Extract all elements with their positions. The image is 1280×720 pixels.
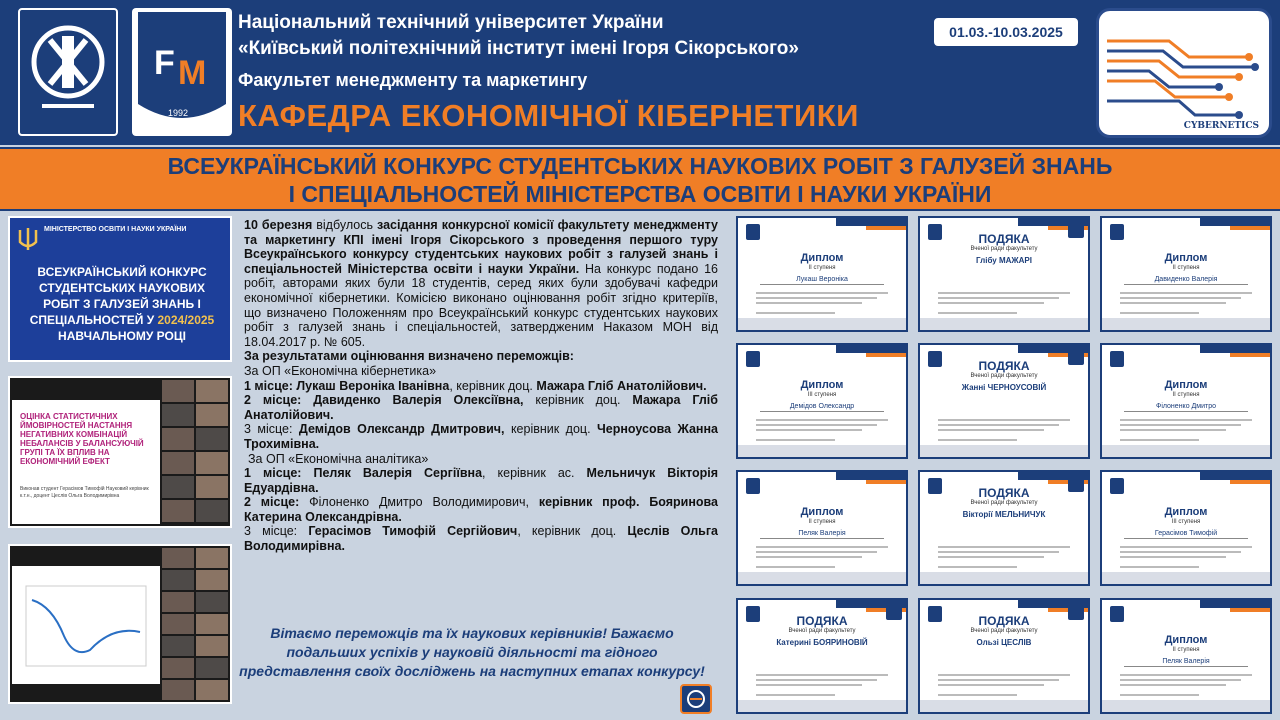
certificate-stripe — [1200, 600, 1270, 608]
certificate-title: Диплом — [800, 252, 844, 264]
certificate-stripe-accent — [1230, 608, 1270, 612]
certificate-footer-image — [738, 700, 906, 712]
certificate-stripe — [836, 218, 906, 226]
department-emblem-icon — [680, 684, 712, 714]
results-heading: За результатами оцінювання визначено переможців: — [244, 349, 574, 364]
presentation-chart-slide — [12, 566, 160, 684]
certificate-card — [1100, 470, 1272, 586]
certificate-subtitle: Вченої ради факультету — [970, 246, 1038, 252]
certificate-footer-image — [1102, 318, 1270, 330]
certificate-stripe-accent — [1230, 353, 1270, 357]
certificate-footer-image — [1102, 700, 1270, 712]
participant-video-grid-2 — [162, 548, 230, 700]
certificate-footer-image — [1102, 445, 1270, 457]
fmm-year: 1992 — [168, 108, 189, 118]
ministry-label: МІНІСТЕРСТВО ОСВІТИ І НАУКИ УКРАЇНИ — [44, 226, 187, 233]
certificate-card — [1100, 598, 1272, 714]
certificate-stripe — [836, 472, 906, 480]
faculty-name: Факультет менеджменту та маркетингу — [238, 70, 588, 90]
certificate-card — [736, 343, 908, 459]
certificate-body-lines — [756, 546, 888, 571]
certificate-title: Диплом — [1164, 252, 1208, 264]
announcement-text — [244, 218, 718, 554]
certificate-recipient: Ользі ЦЕСЛІВ — [976, 638, 1032, 647]
svg-text:F: F — [154, 44, 175, 82]
winner-2-op2: 2 місце: Філоненко Дмитро Володимирович, керівник проф. Бояринова Катерина Олександрівна. — [244, 495, 718, 524]
certificate-footer-image — [738, 318, 906, 330]
university-seal-icon — [1110, 606, 1124, 622]
certificate-title: ПОДЯКА — [978, 486, 1030, 500]
university-seal-icon — [746, 351, 760, 367]
kpi-logo — [18, 8, 118, 136]
university-seal-icon — [1110, 224, 1124, 240]
certificate-footer-image — [1102, 572, 1270, 584]
university-name-line1: Національний технічний університет України — [238, 12, 664, 33]
video-conference-screenshot — [8, 376, 232, 528]
certificate-footer-image — [738, 572, 906, 584]
certificate-body-lines — [756, 292, 888, 317]
winner-1-op2: 1 місце: Пеляк Валерія Сергіївна, керівник ас. Мельничук Вікторія Едуардівна. — [244, 466, 718, 495]
certificate-stripe-accent — [866, 226, 906, 230]
certificate-body-lines — [756, 674, 888, 699]
certificate-card — [1100, 216, 1272, 332]
presentation-chart-image — [12, 566, 160, 684]
certificate-stripe-accent — [1230, 480, 1270, 484]
certificate-body-lines — [1120, 292, 1252, 317]
presentation-slide — [12, 400, 160, 524]
presentation-author: Виконав студент Герасімов Тимофій Науковий керівник к.т.н., доцент Цеслів Ольга Володимирівна — [20, 486, 149, 499]
university-name-line2: «Київський політехнічний інститут імені Ігоря Сікорського» — [238, 38, 799, 59]
certificate-body-lines — [1120, 674, 1252, 699]
winner-3-op2: 3 місце: Герасімов Тимофій Сергійович, керівник доц. Цеслів Ольга Володимирівна. — [244, 524, 718, 554]
certificate-recipient: Герасімов Тимофій — [1124, 530, 1248, 539]
university-seal-icon — [746, 224, 760, 240]
participant-video-grid — [162, 380, 230, 522]
certificate-title: ПОДЯКА — [978, 614, 1030, 628]
certificate-subtitle: Вченої ради факультету — [970, 500, 1038, 506]
winner-1-op1: 1 місце: Лукаш Вероніка Іванівна, керівник доц. Мажара Гліб Анатолійович. — [244, 378, 707, 393]
certificate-footer-image — [920, 572, 1088, 584]
trident-icon — [16, 226, 40, 252]
certificate-subtitle: II ступеня — [1172, 647, 1200, 653]
certificate-recipient: Пеляк Валерія — [760, 530, 884, 539]
university-seal-icon — [746, 478, 760, 494]
certificate-stripe — [1200, 218, 1270, 226]
certificate-stripe — [1200, 345, 1270, 353]
certificate-recipient: Катерині БОЯРИНОВІЙ — [776, 638, 868, 647]
header — [0, 0, 1280, 145]
certificate-stripe-accent — [866, 480, 906, 484]
certificate-recipient: Вікторії МЕЛЬНИЧУК — [962, 510, 1046, 519]
competition-banner — [0, 147, 1280, 211]
certificate-card — [918, 470, 1090, 586]
certificate-card — [736, 470, 908, 586]
certificate-footer-image — [920, 700, 1088, 712]
certificate-title: ПОДЯКА — [796, 614, 848, 628]
certificate-title: ПОДЯКА — [978, 232, 1030, 246]
certificate-body-lines — [756, 419, 888, 444]
certificate-body-lines — [938, 546, 1070, 571]
certificate-title: ПОДЯКА — [978, 359, 1030, 373]
certificate-body-lines — [938, 419, 1070, 444]
certificate-subtitle: II ступеня — [1172, 392, 1200, 398]
certificate-body-lines — [938, 674, 1070, 699]
certificate-body-lines — [1120, 546, 1252, 571]
certificate-subtitle: II ступеня — [808, 519, 836, 525]
certificate-title: Диплом — [1164, 379, 1208, 391]
certificate-recipient: Пеляк Валерія — [1124, 658, 1248, 667]
certificate-card — [1100, 343, 1272, 459]
certificate-subtitle: III ступеня — [807, 392, 837, 398]
certificate-stripe — [1200, 472, 1270, 480]
certificate-subtitle: Вченої ради факультету — [970, 628, 1038, 634]
winner-3-op1: 3 місце: Демідов Олександр Дмитрович, керівник доц. Черноусова Жанна Трохимівна. — [244, 422, 718, 451]
certificate-title: Диплом — [800, 379, 844, 391]
certificate-recipient: Демідов Олександр — [760, 403, 884, 412]
university-seal-icon — [1110, 351, 1124, 367]
banner-title-line2: І СПЕЦІАЛЬНОСТЕЙ МІНІСТЕРСТВА ОСВІТИ І НАУКИ УКРАЇНИ — [288, 181, 992, 207]
certificate-recipient: Лукаш Вероніка — [760, 276, 884, 285]
certificate-footer-image — [920, 318, 1088, 330]
university-seal-icon — [1110, 478, 1124, 494]
certificate-footer-image — [920, 445, 1088, 457]
certificate-title: Диплом — [800, 506, 844, 518]
certificate-title: Диплом — [1164, 634, 1208, 646]
video-conference-screenshot-2 — [8, 544, 232, 704]
certificate-card — [736, 216, 908, 332]
certificate-subtitle: Вченої ради факультету — [970, 373, 1038, 379]
certificate-title: Диплом — [1164, 506, 1208, 518]
certificate-subtitle: Вченої ради факультету — [788, 628, 856, 634]
certificate-footer-image — [738, 445, 906, 457]
certificate-recipient: Глібу МАЖАРІ — [976, 256, 1032, 265]
certificate-subtitle: II ступеня — [1172, 265, 1200, 271]
slide1-title: ВСЕУКРАЇНСЬКИЙ КОНКУРС СТУДЕНТСЬКИХ НАУКОВИХ РОБІТ З ГАЛУЗЕЙ ЗНАНЬ І СПЕЦІАЛЬНОСТЕЙ У 2024/2025 НАВЧАЛЬНОМУ РОЦІ — [29, 265, 215, 343]
winner-2-op1: 2 місце: Давиденко Валерія Олексіївна, керівник доц. Мажара Гліб Анатолійович. — [244, 393, 718, 422]
date-range-badge: 01.03.-10.03.2025 — [932, 16, 1080, 48]
cybernetics-logo — [1096, 8, 1272, 138]
certificate-recipient: Жанні ЧЕРНОУСОВІЙ — [961, 383, 1047, 392]
certificate-card — [918, 343, 1090, 459]
certificate-card — [918, 216, 1090, 332]
fmm-logo — [132, 8, 232, 136]
certificate-card — [736, 598, 908, 714]
certificate-card — [918, 598, 1090, 714]
certificate-recipient: Давиденко Валерія — [1124, 276, 1248, 285]
presentation-title: ОЦІНКА СТАТИСТИЧНИХ ЙМОВІРНОСТЕЙ НАСТАННЯ НЕГАТИВНИХ КОМБІНАЦІЙ НЕБАЛАНСІВ У БАЛАНСУЮЧІЙ ГРУПІ ТА ЇХ ВПЛИВ НА ЕКОНОМІЧНИЙ ЕФЕКТ — [20, 412, 144, 466]
svg-text:M: M — [178, 54, 207, 92]
certificate-body-lines — [1120, 419, 1252, 444]
cybernetics-logo-text: CYBERNETICS — [1183, 121, 1259, 131]
op-economic-analytics: За ОП «Економічна аналітика» — [248, 451, 429, 466]
certificate-subtitle: III ступеня — [1171, 519, 1201, 525]
certificate-stripe-accent — [866, 353, 906, 357]
banner-title-line1: ВСЕУКРАЇНСЬКИЙ КОНКУРС СТУДЕНТСЬКИХ НАУКОВИХ РОБІТ З ГАЛУЗЕЙ ЗНАНЬ — [167, 153, 1113, 179]
certificate-body-lines — [938, 292, 1070, 317]
op-economic-cybernetics: За ОП «Економічна кібернетика» — [244, 363, 437, 378]
certificate-recipient: Філоненко Дмитро — [1124, 403, 1248, 412]
intro-paragraph: 10 березня відбулось засідання конкурсної комісії факультету менеджменту та маркетингу КПІ імені Ігоря Сікорського з проведення першого туру Всеукраїнського конкурсу студентських наукових робіт з галузей знань і спеціальностей Міністерства освіти і науки України. На конкурс подано 16 робіт, авторами яких були 18 студентів, серед яких були здобувачі кафедри економічної кібернетики. Комісією виконано оцінювання робіт згідно критеріїв, що визначено Положенням про Всеукраїнський конкурс студентських наукових робіт з галузей знань і спеціальностей, затвердженим Наказом МОН від 18.04.2017 р. № 605. — [244, 218, 719, 349]
congratulations-text: Вітаємо переможців та їх наукових керівників! Бажаємо подальших успіхів у науковій діяльності та гідного представлення своїх досліджень на наступних етапах конкурсу! — [239, 625, 705, 679]
certificate-subtitle: II ступеня — [808, 265, 836, 271]
department-name: КАФЕДРА ЕКОНОМІЧНОЇ КІБЕРНЕТИКИ — [238, 98, 859, 133]
competition-slide-image — [8, 216, 232, 362]
certificate-stripe — [836, 345, 906, 353]
certificate-stripe-accent — [1230, 226, 1270, 230]
